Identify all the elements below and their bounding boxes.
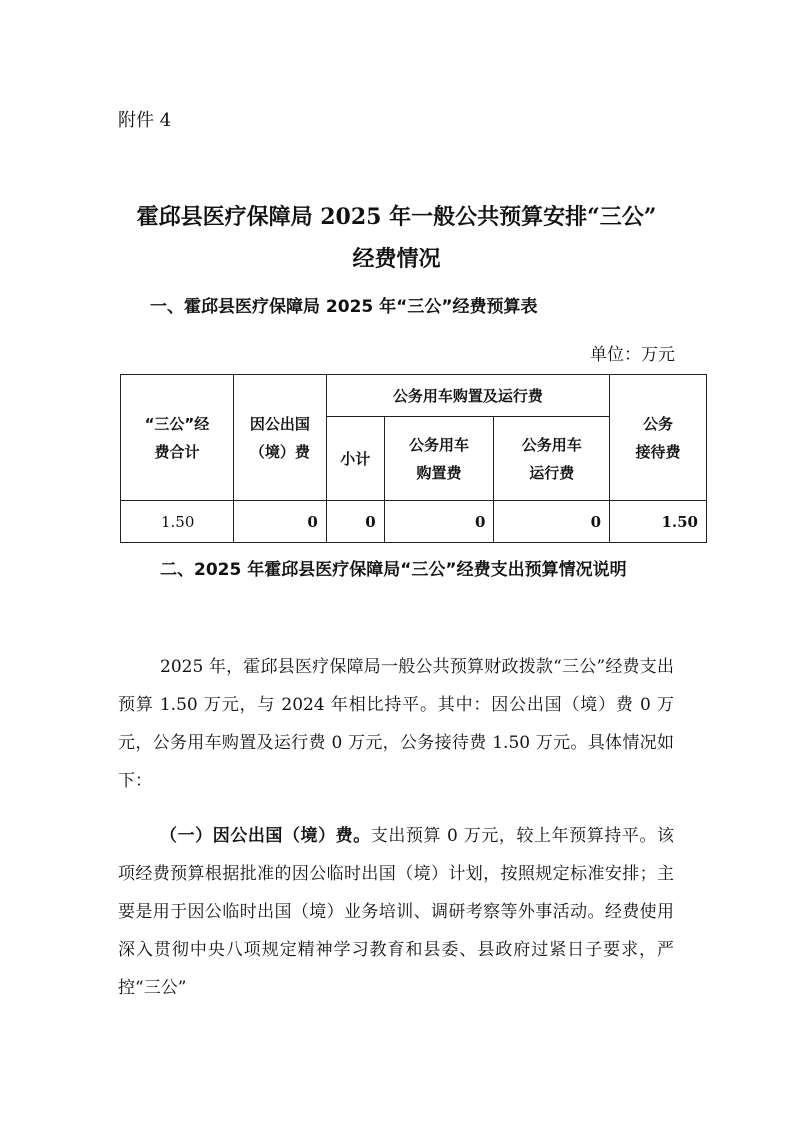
- header-reception: 公务 接待费: [610, 375, 707, 501]
- paragraph-1: 2025 年，霍邱县医疗保障局一般公共预算财政拨款“三公”经费支出预算 1.50 万元，与 2024 年相比持平。其中：因公出国（境）费 0 万元，公务用车购置及运行费 0 万元，公务接待费 1.50 万元。具体情况如下：: [118, 657, 674, 791]
- paragraph-2: [118, 817, 674, 1007]
- header-vehicle-purchase: 公务用车 购置费: [384, 417, 494, 501]
- section1-heading: 一、霍邱县医疗保障局 2025 年“三公”经费预算表: [150, 297, 538, 317]
- section2-heading: 二、2025 年霍邱县医疗保障局“三公”经费支出预算情况说明: [160, 560, 627, 580]
- cell-purchase: 0: [384, 501, 494, 543]
- header-total: “三公”经 费合计: [121, 375, 234, 501]
- cell-total: 1.50: [121, 501, 234, 543]
- paragraph-2-body: 支出预算 0 万元，较上年预算持平。该项经费预算根据批准的因公临时出国（境）计划，按照规定标准安排；主要是用于因公临时出国（境）业务培训、调研考察等外事活动。经费使用深入贯彻中央八项规定精神学习教育和县委、县政府过紧日子要求，严控“三公”: [118, 826, 675, 998]
- cell-abroad: 0: [233, 501, 326, 543]
- table-row: [121, 501, 707, 543]
- budget-table: [120, 374, 707, 543]
- paragraph-2-heading: （一）因公出国（境）费。: [160, 826, 371, 846]
- header-subtotal: 小计: [326, 417, 384, 501]
- title-line-2: 经费情况: [352, 246, 441, 272]
- header-vehicle: 公务用车购置及运行费: [326, 375, 609, 417]
- unit-label: 单位：万元: [590, 345, 675, 365]
- title-line-1: 霍邱县医疗保障局 2025 年一般公共预算安排“三公”: [136, 204, 657, 230]
- document-title: [100, 196, 693, 280]
- header-vehicle-operation: 公务用车 运行费: [494, 417, 610, 501]
- attachment-label: 附件 4: [118, 110, 172, 131]
- cell-subtotal: 0: [326, 501, 384, 543]
- header-abroad: 因公出国 （境）费: [233, 375, 326, 501]
- cell-reception: 1.50: [610, 501, 707, 543]
- cell-operation: 0: [494, 501, 610, 543]
